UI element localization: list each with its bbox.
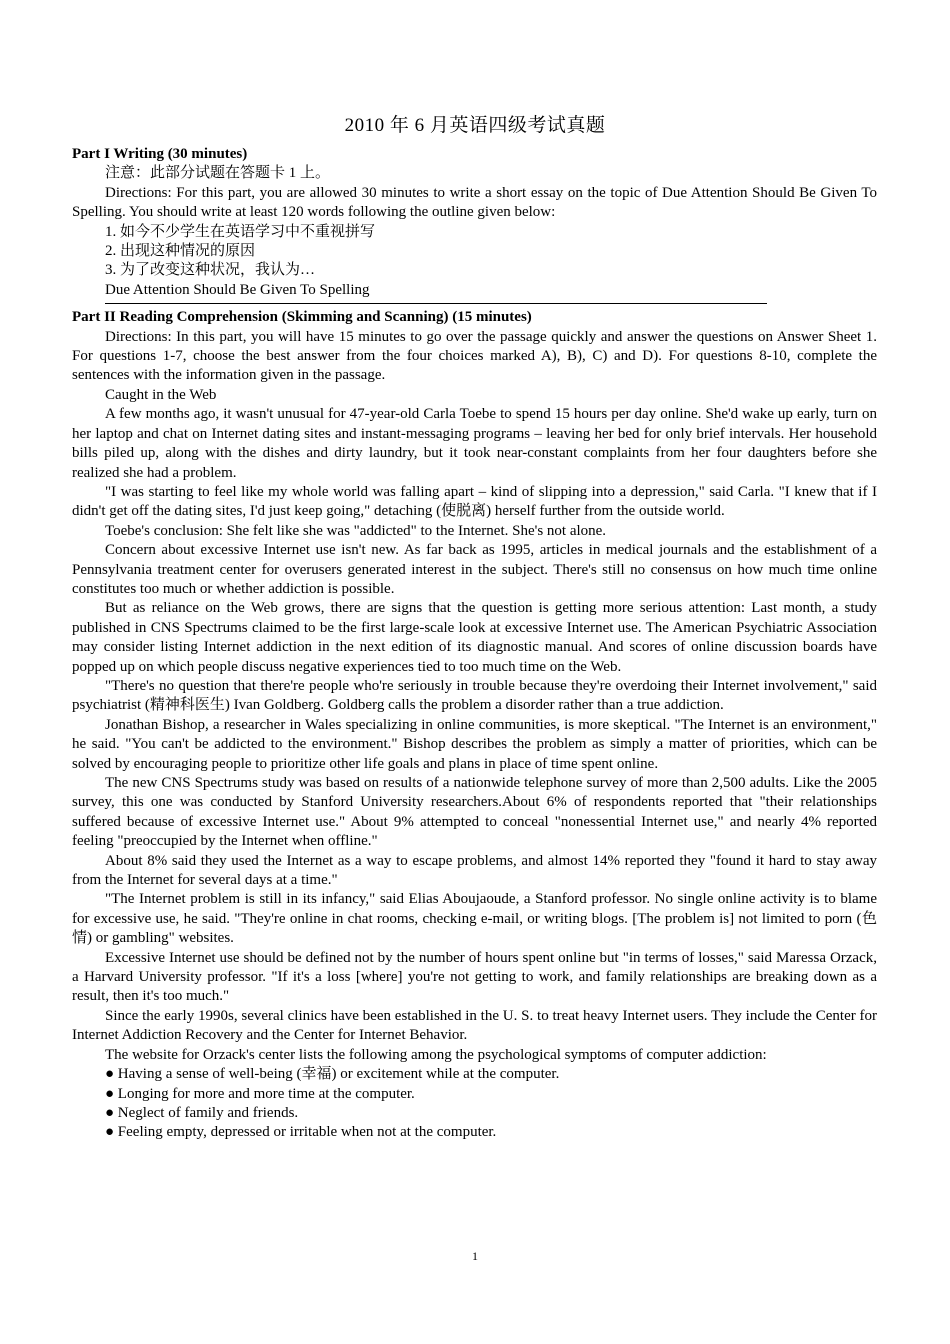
paragraph: The website for Orzack's center lists the following among the psychological symptoms of computer addiction: [105,1046,767,1063]
bullet-item: ● Feeling empty, depressed or irritable when not at the computer. [105,1124,497,1141]
paragraph: Concern about excessive Internet use isn't new. As far back as 1995, articles in medical journals and the establishment of a Pennsylvania treatment center for overusers generated interest in the subject. There's still no consensus on how much time online constitutes too much or whether addiction is possible. [72,542,877,597]
paragraph: A few months ago, it wasn't unusual for 47-year-old Carla Toebe to spend 15 hours per day online. She'd wake up early, turn on her laptop and chat on Internet dating sites and instant-messaging programs – leaving her bed for only brief intervals. Her household bills piled up, along with the dishes and dirty laundry, but it took near-constant complaints from her four daughters before she realized she had a problem. [72,406,877,481]
paragraph: "The Internet problem is still in its infancy," said Elias Aboujaoude, a Stanford professor. No single online activity is to blame for excessive use, he said. "They're online in chat rooms, checking e-mail, or writing blogs. [The problem is] not limited to porn (色情) or gambling" websites. [72,891,877,947]
paragraph: "I was starting to feel like my whole world was falling apart – kind of slipping into a depression," said Carla. "I knew that if I didn't get off the dating sites, I'd just keep going," detaching (使脱离) herself further from the outside world. [72,483,877,520]
document-title: 2010 年 6 月英语四级考试真题 [344,115,606,136]
outline-item: 2. 出现这种情况的原因 [105,243,256,260]
answer-line [105,303,767,304]
paragraph: About 8% said they used the Internet as a way to escape problems, and almost 14% reported they "found it hard to stay away from the Internet for several days at a time." [72,852,877,889]
paragraph: Since the early 1990s, several clinics have been established in the U. S. to treat heavy Internet users. They include the Center for Internet Addiction Recovery and the Center for Internet Behavior. [72,1007,877,1044]
paragraph: Jonathan Bishop, a researcher in Wales specializing in online communities, is more skeptical. "The Internet is an environment," he said. "You can't be addicted to the environment." Bishop describes the problem as simply a matter of priorities, which can be solved by encouraging people to prioritize other life goals and plans in place of time spent online. [72,716,877,772]
part1-heading: Part I Writing (30 minutes) [72,146,248,162]
bullet-item: ● Having a sense of well-being (幸福) or excitement while at the computer. [105,1066,560,1083]
bullet-item: ● Longing for more and more time at the computer. [105,1085,415,1102]
part2-heading: Part II Reading Comprehension (Skimming and Scanning) (15 minutes) [72,309,532,326]
bullet-item: ● Neglect of family and friends. [105,1104,299,1121]
paragraph: Toebe's conclusion: She felt like she was "addicted" to the Internet. She's not alone. [105,522,607,539]
essay-title: Due Attention Should Be Given To Spelling [105,281,370,298]
page-number: 1 [472,1249,478,1263]
document-body [72,145,877,1143]
part1-directions: Directions: For this part, you are allowed 30 minutes to write a short essay on the topic of Due Attention Should Be Given To Spelling. You should write at least 120 words following the outline given below: [72,184,877,221]
passage-title: Caught in the Web [105,386,217,403]
paragraph: The new CNS Spectrums study was based on results of a nationwide telephone survey of more than 2,500 adults. Like the 2005 survey, this one was conducted by Stanford University researchers.About 6% of respondents reported that "their relationships suffered because of excessive Internet use." About 9% attempted to conceal "nonessential Internet use," and nearly 4% reported feeling "preoccupied by the Internet when offline." [72,775,877,850]
part1-note: 注意：此部分试题在答题卡 1 上。 [105,165,331,182]
outline-item: 3. 为了改变这种状况，我认为… [105,262,316,279]
paragraph: But as reliance on the Web grows, there are signs that the question is getting more serious attention: Last month, a study published in CNS Spectrums claimed to be the first large-scale look at excessive Internet use. The American Psychiatric Association may consider listing Internet addiction in the next edition of its diagnostic manual. And scores of online discussion boards have popped up on which people discuss negative experiences tied to too much time on the Web. [72,600,877,675]
outline-item: 1. 如今不少学生在英语学习中不重视拼写 [105,223,376,240]
paragraph: Excessive Internet use should be defined not by the number of hours spent online but "in terms of losses," said Maressa Orzack, a Harvard University professor. "If it's a loss [where] you're not getting to work, and family relationships are breaking down as a result, then it's too much." [72,949,877,1005]
paragraph: "There's no question that there're people who're seriously in trouble because they're overdoing their Internet involvement," said psychiatrist (精神科医生) Ivan Goldberg. Goldberg calls the problem a disorder rather than a true addiction. [72,677,877,714]
part2-directions: Directions: In this part, you will have 15 minutes to go over the passage quickly and answer the questions on Answer Sheet 1. For questions 1-7, choose the best answer from the four choices marked A), B), C) and D). For questions 8-10, complete the sentences with the information given in the passage. [72,328,877,384]
